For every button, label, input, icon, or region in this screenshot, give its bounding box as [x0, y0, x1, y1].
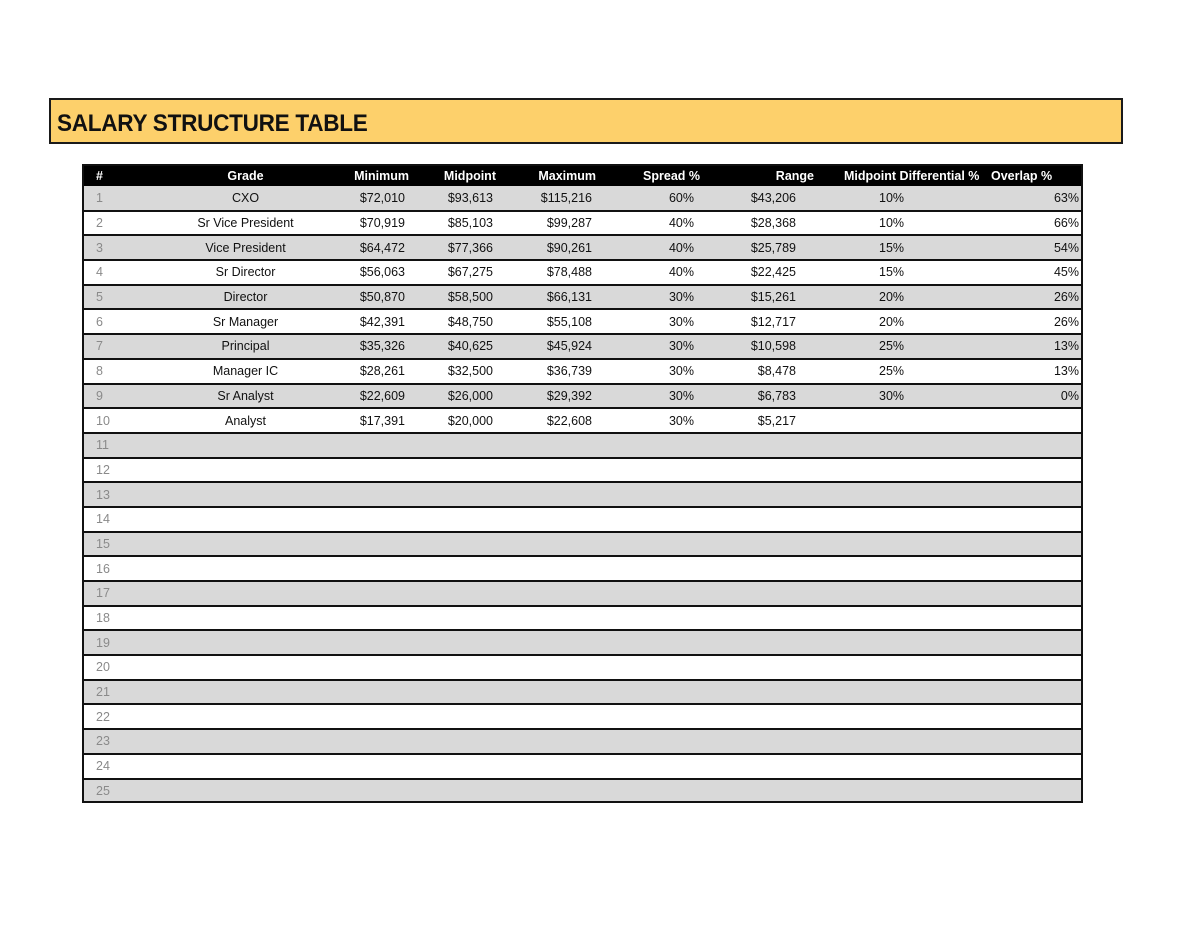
table-row: [84, 482, 1081, 507]
midpoint-differential-cell[interactable]: [824, 532, 985, 557]
grade-cell[interactable]: [148, 729, 343, 754]
minimum-cell[interactable]: $42,391: [343, 309, 413, 334]
range-cell[interactable]: [720, 532, 824, 557]
grade-cell[interactable]: [148, 581, 343, 606]
maximum-cell[interactable]: [518, 606, 618, 631]
overlap-cell[interactable]: [985, 433, 1081, 458]
minimum-cell[interactable]: [343, 779, 413, 804]
spread-cell[interactable]: [618, 532, 720, 557]
header-grade: Grade: [227, 169, 264, 183]
minimum-cell[interactable]: $72,010: [343, 186, 413, 211]
midpoint-differential-cell[interactable]: [824, 458, 985, 483]
table-row: [84, 680, 1081, 705]
midpoint-cell[interactable]: $48,750: [413, 309, 518, 334]
overlap-cell[interactable]: [985, 680, 1081, 705]
grade-cell[interactable]: [148, 556, 343, 581]
range-cell[interactable]: [720, 754, 824, 779]
minimum-cell[interactable]: [343, 532, 413, 557]
overlap-cell[interactable]: [985, 556, 1081, 581]
table-header: [84, 166, 1081, 186]
maximum-cell[interactable]: [518, 680, 618, 705]
midpoint-cell[interactable]: [413, 779, 518, 804]
range-cell[interactable]: $6,783: [720, 384, 824, 409]
midpoint-cell[interactable]: [413, 680, 518, 705]
table-row: [84, 384, 1081, 409]
header-range: Range: [775, 169, 814, 183]
overlap-cell[interactable]: 13%: [985, 359, 1081, 384]
overlap-cell[interactable]: [985, 655, 1081, 680]
grade-cell[interactable]: Vice President: [148, 235, 343, 260]
midpoint-differential-cell[interactable]: [824, 482, 985, 507]
spread-cell[interactable]: [618, 704, 720, 729]
grade-cell[interactable]: [148, 704, 343, 729]
midpoint-cell[interactable]: [413, 532, 518, 557]
spread-cell[interactable]: [618, 556, 720, 581]
midpoint-differential-cell[interactable]: 25%: [824, 334, 985, 359]
table-row: [84, 532, 1081, 557]
grade-cell[interactable]: [148, 507, 343, 532]
maximum-cell[interactable]: $29,392: [518, 384, 618, 409]
spread-cell[interactable]: [618, 779, 720, 804]
table-row: [84, 606, 1081, 631]
row-number-cell[interactable]: 22: [84, 704, 148, 729]
grade-cell[interactable]: [148, 532, 343, 557]
range-cell[interactable]: [720, 779, 824, 804]
midpoint-cell[interactable]: [413, 704, 518, 729]
grade-cell[interactable]: Director: [148, 285, 343, 310]
range-cell[interactable]: [720, 458, 824, 483]
minimum-cell[interactable]: [343, 482, 413, 507]
grade-cell[interactable]: [148, 606, 343, 631]
maximum-cell[interactable]: $36,739: [518, 359, 618, 384]
table-row: [84, 507, 1081, 532]
maximum-cell[interactable]: [518, 532, 618, 557]
grade-cell[interactable]: Sr Director: [148, 260, 343, 285]
header-overlap: Overlap %: [991, 169, 1053, 183]
minimum-cell[interactable]: [343, 606, 413, 631]
maximum-cell[interactable]: [518, 630, 618, 655]
midpoint-differential-cell[interactable]: [824, 408, 985, 433]
spread-cell[interactable]: [618, 630, 720, 655]
table-row: [84, 334, 1081, 359]
grade-cell[interactable]: [148, 779, 343, 804]
midpoint-cell[interactable]: [413, 507, 518, 532]
midpoint-cell[interactable]: [413, 655, 518, 680]
maximum-cell[interactable]: $90,261: [518, 235, 618, 260]
table-body: [84, 186, 1081, 803]
table-row: [84, 729, 1081, 754]
row-number-cell[interactable]: 7: [84, 334, 148, 359]
grade-cell[interactable]: [148, 482, 343, 507]
header-row: [84, 166, 1081, 186]
midpoint-differential-cell[interactable]: [824, 680, 985, 705]
salary-table-container: [82, 164, 1083, 803]
row-number-cell[interactable]: 12: [84, 458, 148, 483]
table-row: [84, 458, 1081, 483]
overlap-cell[interactable]: [985, 458, 1081, 483]
grade-cell[interactable]: [148, 680, 343, 705]
minimum-cell[interactable]: $56,063: [343, 260, 413, 285]
overlap-cell[interactable]: 45%: [985, 260, 1081, 285]
midpoint-cell[interactable]: [413, 556, 518, 581]
midpoint-cell[interactable]: $77,366: [413, 235, 518, 260]
spread-cell[interactable]: [618, 482, 720, 507]
overlap-cell[interactable]: [985, 630, 1081, 655]
midpoint-differential-cell[interactable]: 30%: [824, 384, 985, 409]
range-cell[interactable]: $15,261: [720, 285, 824, 310]
range-cell[interactable]: [720, 704, 824, 729]
row-number-cell[interactable]: 9: [84, 384, 148, 409]
spread-cell[interactable]: [618, 754, 720, 779]
maximum-cell[interactable]: [518, 779, 618, 804]
spread-cell[interactable]: [618, 606, 720, 631]
grade-cell[interactable]: [148, 655, 343, 680]
spread-cell[interactable]: 30%: [618, 408, 720, 433]
grade-cell[interactable]: Manager IC: [148, 359, 343, 384]
midpoint-cell[interactable]: [413, 581, 518, 606]
table-row: [84, 779, 1081, 804]
range-cell[interactable]: [720, 655, 824, 680]
overlap-cell[interactable]: [985, 606, 1081, 631]
range-cell[interactable]: [720, 630, 824, 655]
page-title: SALARY STRUCTURE TABLE: [57, 110, 368, 137]
spread-cell[interactable]: 40%: [618, 260, 720, 285]
overlap-cell[interactable]: [985, 581, 1081, 606]
maximum-cell[interactable]: [518, 729, 618, 754]
maximum-cell[interactable]: [518, 655, 618, 680]
minimum-cell[interactable]: $50,870: [343, 285, 413, 310]
maximum-cell[interactable]: $99,287: [518, 211, 618, 236]
table-row: [84, 433, 1081, 458]
table-row: [84, 581, 1081, 606]
midpoint-cell[interactable]: [413, 630, 518, 655]
grade-cell[interactable]: CXO: [148, 186, 343, 211]
range-cell[interactable]: $28,368: [720, 211, 824, 236]
maximum-cell[interactable]: $55,108: [518, 309, 618, 334]
range-cell[interactable]: [720, 680, 824, 705]
range-cell[interactable]: $25,789: [720, 235, 824, 260]
row-number-cell[interactable]: 23: [84, 729, 148, 754]
midpoint-cell[interactable]: $40,625: [413, 334, 518, 359]
row-number-cell[interactable]: 11: [84, 433, 148, 458]
maximum-cell[interactable]: [518, 704, 618, 729]
range-cell[interactable]: [720, 581, 824, 606]
table-row: [84, 630, 1081, 655]
row-number-cell[interactable]: 10: [84, 408, 148, 433]
range-cell[interactable]: $8,478: [720, 359, 824, 384]
overlap-cell[interactable]: 26%: [985, 309, 1081, 334]
midpoint-cell[interactable]: $58,500: [413, 285, 518, 310]
row-number-cell[interactable]: 5: [84, 285, 148, 310]
range-cell[interactable]: [720, 606, 824, 631]
row-number-cell[interactable]: 18: [84, 606, 148, 631]
midpoint-cell[interactable]: [413, 606, 518, 631]
row-number-cell[interactable]: 21: [84, 680, 148, 705]
midpoint-cell[interactable]: $26,000: [413, 384, 518, 409]
maximum-cell[interactable]: $78,488: [518, 260, 618, 285]
minimum-cell[interactable]: [343, 433, 413, 458]
maximum-cell[interactable]: $115,216: [518, 186, 618, 211]
overlap-cell[interactable]: [985, 507, 1081, 532]
maximum-cell[interactable]: [518, 754, 618, 779]
spread-cell[interactable]: 30%: [618, 309, 720, 334]
minimum-cell[interactable]: $35,326: [343, 334, 413, 359]
minimum-cell[interactable]: [343, 729, 413, 754]
range-cell[interactable]: $10,598: [720, 334, 824, 359]
grade-cell[interactable]: Sr Manager: [148, 309, 343, 334]
grade-cell[interactable]: Sr Analyst: [148, 384, 343, 409]
grade-cell[interactable]: [148, 630, 343, 655]
midpoint-differential-cell[interactable]: [824, 581, 985, 606]
table-row: [84, 260, 1081, 285]
minimum-cell[interactable]: $22,609: [343, 384, 413, 409]
grade-cell[interactable]: [148, 433, 343, 458]
minimum-cell[interactable]: [343, 581, 413, 606]
overlap-cell[interactable]: [985, 754, 1081, 779]
table-row: [84, 556, 1081, 581]
midpoint-differential-cell[interactable]: [824, 433, 985, 458]
overlap-cell[interactable]: 66%: [985, 211, 1081, 236]
minimum-cell[interactable]: $64,472: [343, 235, 413, 260]
minimum-cell[interactable]: [343, 704, 413, 729]
midpoint-cell[interactable]: [413, 729, 518, 754]
range-cell[interactable]: [720, 482, 824, 507]
row-number-cell[interactable]: 24: [84, 754, 148, 779]
table-row: [84, 655, 1081, 680]
spread-cell[interactable]: [618, 680, 720, 705]
overlap-cell[interactable]: 13%: [985, 334, 1081, 359]
spread-cell[interactable]: [618, 433, 720, 458]
midpoint-cell[interactable]: [413, 482, 518, 507]
midpoint-differential-cell[interactable]: [824, 507, 985, 532]
header-num: #: [96, 169, 103, 183]
table-row: [84, 309, 1081, 334]
header-midpoint-differential: Midpoint Differential %: [844, 169, 980, 183]
grade-cell[interactable]: Analyst: [148, 408, 343, 433]
maximum-cell[interactable]: [518, 433, 618, 458]
title-bar: [49, 98, 1123, 144]
maximum-cell[interactable]: [518, 482, 618, 507]
midpoint-differential-cell[interactable]: [824, 655, 985, 680]
spread-cell[interactable]: [618, 581, 720, 606]
grade-cell[interactable]: [148, 458, 343, 483]
midpoint-differential-cell[interactable]: 10%: [824, 186, 985, 211]
spread-cell[interactable]: 40%: [618, 235, 720, 260]
row-number-cell[interactable]: 15: [84, 532, 148, 557]
row-number-cell[interactable]: 14: [84, 507, 148, 532]
minimum-cell[interactable]: [343, 630, 413, 655]
minimum-cell[interactable]: $17,391: [343, 408, 413, 433]
range-cell[interactable]: [720, 556, 824, 581]
minimum-cell[interactable]: [343, 655, 413, 680]
minimum-cell[interactable]: [343, 507, 413, 532]
midpoint-cell[interactable]: [413, 754, 518, 779]
spread-cell[interactable]: [618, 729, 720, 754]
midpoint-differential-cell[interactable]: 25%: [824, 359, 985, 384]
row-number-cell[interactable]: 20: [84, 655, 148, 680]
overlap-cell[interactable]: 54%: [985, 235, 1081, 260]
range-cell[interactable]: $22,425: [720, 260, 824, 285]
spread-cell[interactable]: 30%: [618, 384, 720, 409]
midpoint-differential-cell[interactable]: 15%: [824, 260, 985, 285]
midpoint-cell[interactable]: $20,000: [413, 408, 518, 433]
table-row: [84, 754, 1081, 779]
midpoint-differential-cell[interactable]: [824, 704, 985, 729]
minimum-cell[interactable]: [343, 458, 413, 483]
minimum-cell[interactable]: $28,261: [343, 359, 413, 384]
minimum-cell[interactable]: [343, 754, 413, 779]
maximum-cell[interactable]: [518, 507, 618, 532]
row-number-cell[interactable]: 6: [84, 309, 148, 334]
maximum-cell[interactable]: $22,608: [518, 408, 618, 433]
maximum-cell[interactable]: $66,131: [518, 285, 618, 310]
overlap-cell[interactable]: [985, 729, 1081, 754]
table-row: [84, 211, 1081, 236]
minimum-cell[interactable]: $70,919: [343, 211, 413, 236]
table-row: [84, 235, 1081, 260]
overlap-cell[interactable]: [985, 408, 1081, 433]
range-cell[interactable]: [720, 507, 824, 532]
minimum-cell[interactable]: [343, 556, 413, 581]
row-number-cell[interactable]: 2: [84, 211, 148, 236]
row-number-cell[interactable]: 1: [84, 186, 148, 211]
range-cell[interactable]: $5,217: [720, 408, 824, 433]
header-maximum: Maximum: [538, 169, 596, 183]
range-cell[interactable]: $43,206: [720, 186, 824, 211]
overlap-cell[interactable]: [985, 482, 1081, 507]
spread-cell[interactable]: [618, 507, 720, 532]
grade-cell[interactable]: Sr Vice President: [148, 211, 343, 236]
maximum-cell[interactable]: $45,924: [518, 334, 618, 359]
spread-cell[interactable]: [618, 655, 720, 680]
row-number-cell[interactable]: 8: [84, 359, 148, 384]
grade-cell[interactable]: [148, 754, 343, 779]
midpoint-differential-cell[interactable]: 20%: [824, 285, 985, 310]
midpoint-cell[interactable]: [413, 458, 518, 483]
midpoint-differential-cell[interactable]: [824, 754, 985, 779]
table-row: [84, 408, 1081, 433]
table-row: [84, 704, 1081, 729]
midpoint-differential-cell[interactable]: 15%: [824, 235, 985, 260]
range-cell[interactable]: [720, 729, 824, 754]
overlap-cell[interactable]: 0%: [985, 384, 1081, 409]
table-row: [84, 285, 1081, 310]
midpoint-differential-cell[interactable]: 10%: [824, 211, 985, 236]
midpoint-differential-cell[interactable]: [824, 630, 985, 655]
salary-structure-table: [84, 166, 1081, 803]
row-number-cell[interactable]: 4: [84, 260, 148, 285]
midpoint-cell[interactable]: $93,613: [413, 186, 518, 211]
row-number-cell[interactable]: 19: [84, 630, 148, 655]
range-cell[interactable]: $12,717: [720, 309, 824, 334]
maximum-cell[interactable]: [518, 581, 618, 606]
table-row: [84, 359, 1081, 384]
overlap-cell[interactable]: [985, 779, 1081, 804]
row-number-cell[interactable]: 13: [84, 482, 148, 507]
midpoint-cell[interactable]: [413, 433, 518, 458]
header-midpoint: Midpoint: [443, 169, 496, 183]
header-spread: Spread %: [643, 169, 700, 183]
spread-cell[interactable]: 60%: [618, 186, 720, 211]
midpoint-differential-cell[interactable]: [824, 556, 985, 581]
midpoint-cell[interactable]: $32,500: [413, 359, 518, 384]
row-number-cell[interactable]: 17: [84, 581, 148, 606]
midpoint-cell[interactable]: $85,103: [413, 211, 518, 236]
row-number-cell[interactable]: 25: [96, 784, 110, 799]
row-number-cell[interactable]: 16: [84, 556, 148, 581]
overlap-cell[interactable]: [985, 532, 1081, 557]
midpoint-differential-cell[interactable]: [824, 606, 985, 631]
overlap-cell[interactable]: 26%: [985, 285, 1081, 310]
spread-cell[interactable]: 30%: [618, 359, 720, 384]
header-minimum: Minimum: [354, 169, 409, 183]
maximum-cell[interactable]: [518, 556, 618, 581]
table-row: [84, 186, 1081, 211]
midpoint-cell[interactable]: $67,275: [413, 260, 518, 285]
maximum-cell[interactable]: [518, 458, 618, 483]
spread-cell[interactable]: [618, 458, 720, 483]
range-cell[interactable]: [720, 433, 824, 458]
row-number-cell[interactable]: 3: [84, 235, 148, 260]
midpoint-differential-cell[interactable]: 20%: [824, 309, 985, 334]
spread-cell[interactable]: 30%: [618, 285, 720, 310]
overlap-cell[interactable]: 63%: [985, 186, 1081, 211]
midpoint-differential-cell[interactable]: [824, 779, 985, 804]
midpoint-differential-cell[interactable]: [824, 729, 985, 754]
grade-cell[interactable]: Principal: [148, 334, 343, 359]
spread-cell[interactable]: 30%: [618, 334, 720, 359]
spread-cell[interactable]: 40%: [618, 211, 720, 236]
minimum-cell[interactable]: [343, 680, 413, 705]
overlap-cell[interactable]: [985, 704, 1081, 729]
